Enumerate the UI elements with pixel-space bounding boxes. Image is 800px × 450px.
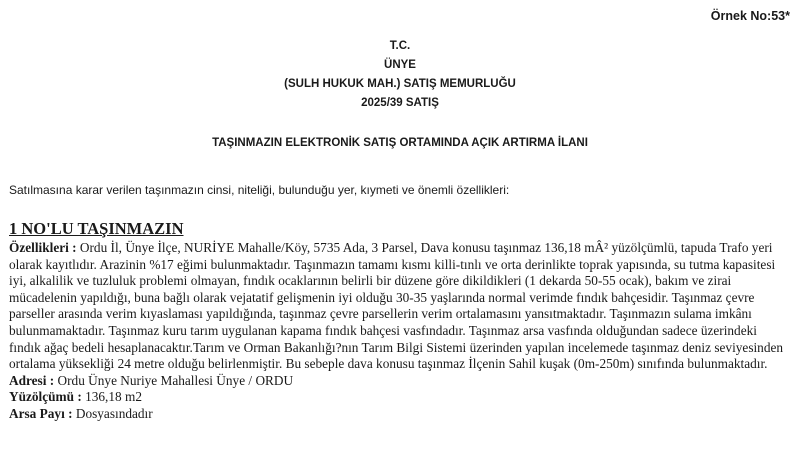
area-label: Yüzölçümü : xyxy=(9,389,82,405)
property-title: 1 NO'LU TAŞINMAZIN xyxy=(9,219,184,238)
announcement-title: TAŞINMAZIN ELEKTRONİK SATIŞ ORTAMINDA AÇIK ARTIRMA İLANI xyxy=(212,137,588,149)
features-text: Ordu İl, Ünye İlçe, NURİYE Mahalle/Köy, 5735 Ada, 3 Parsel, Dava konusu taşınmaz 136,18 mÂ² yüzölçümlü, tapuda Trafo yeri olarak kayıtlıdır. Arazinin %17 eğimi bulunmaktadır. Taşınmazın tamamı kısmı killi-tınlı ve orta derinlikte toprak yapısında, su tutma kapasitesi iyi, alkalilik ve tuzluluk problemi olmayan, fındık ocaklarının belirli bir düzene göre dikildikleri (1 dekarda 50-55 ocak), bakım ve zirai mücadelenin yapıldığı, buna bağlı olarak vejatatif gelişmenin iyi olduğu 30-35 yaşlarında normal verimde fındık bahçesidir. Taşınmaz çevre parseller arasında verim kıyaslaması yapıldığında, taşınmaz çevre parsellerin verim ortalamasını yansıtmaktadır. Taşınmazın sulama imkânı bulunmamaktadır. Taşınmaz kuru tarım uygulanan kapama fındık bahçesi vasfındadır. Taşınmaz arsa vasfında olduğundan sadece üzerindeki fındık ağaç bedeli hesaplanacaktır.Tarım ve Orman Bakanlığı?nın Tarım Bilgi Sistemi üzerinden yapılan incelemede taşınmaz deniz seviyesinden ortalama yüksekliği 24 metre olduğu belirlenmiştir. Bu sebeple dava konusu taşınmaz İlçenin Sahil kuşak (0m-250m) sınıfında bulunmaktadır. xyxy=(9,240,784,372)
features-label: Özellikleri : xyxy=(9,240,77,255)
header-office: (SULH HUKUK MAH.) SATIŞ MEMURLUĞU xyxy=(284,78,516,90)
sample-number: Örnek No:53* xyxy=(710,9,790,23)
document-header xyxy=(0,37,800,113)
share-label: Arsa Payı : xyxy=(9,405,73,421)
features-paragraph xyxy=(9,240,791,373)
property-details xyxy=(9,240,791,423)
header-case-number: 2025/39 SATIŞ xyxy=(361,97,439,109)
address-line xyxy=(9,373,791,390)
header-tc: T.C. xyxy=(389,40,411,52)
share-line xyxy=(9,406,791,423)
area-value: 136,18 m2 xyxy=(81,389,142,405)
address-value: Ordu Ünye Nuriye Mahallesi Ünye / ORDU xyxy=(54,372,294,388)
area-line xyxy=(9,389,791,406)
address-label: Adresi : xyxy=(9,372,55,388)
intro-text: Satılmasına karar verilen taşınmazın cinsi, niteliği, bulunduğu yer, kıymeti ve önemli özellikleri: xyxy=(9,183,510,197)
header-city: ÜNYE xyxy=(384,59,416,71)
share-value: Dosyasındadır xyxy=(72,405,153,421)
